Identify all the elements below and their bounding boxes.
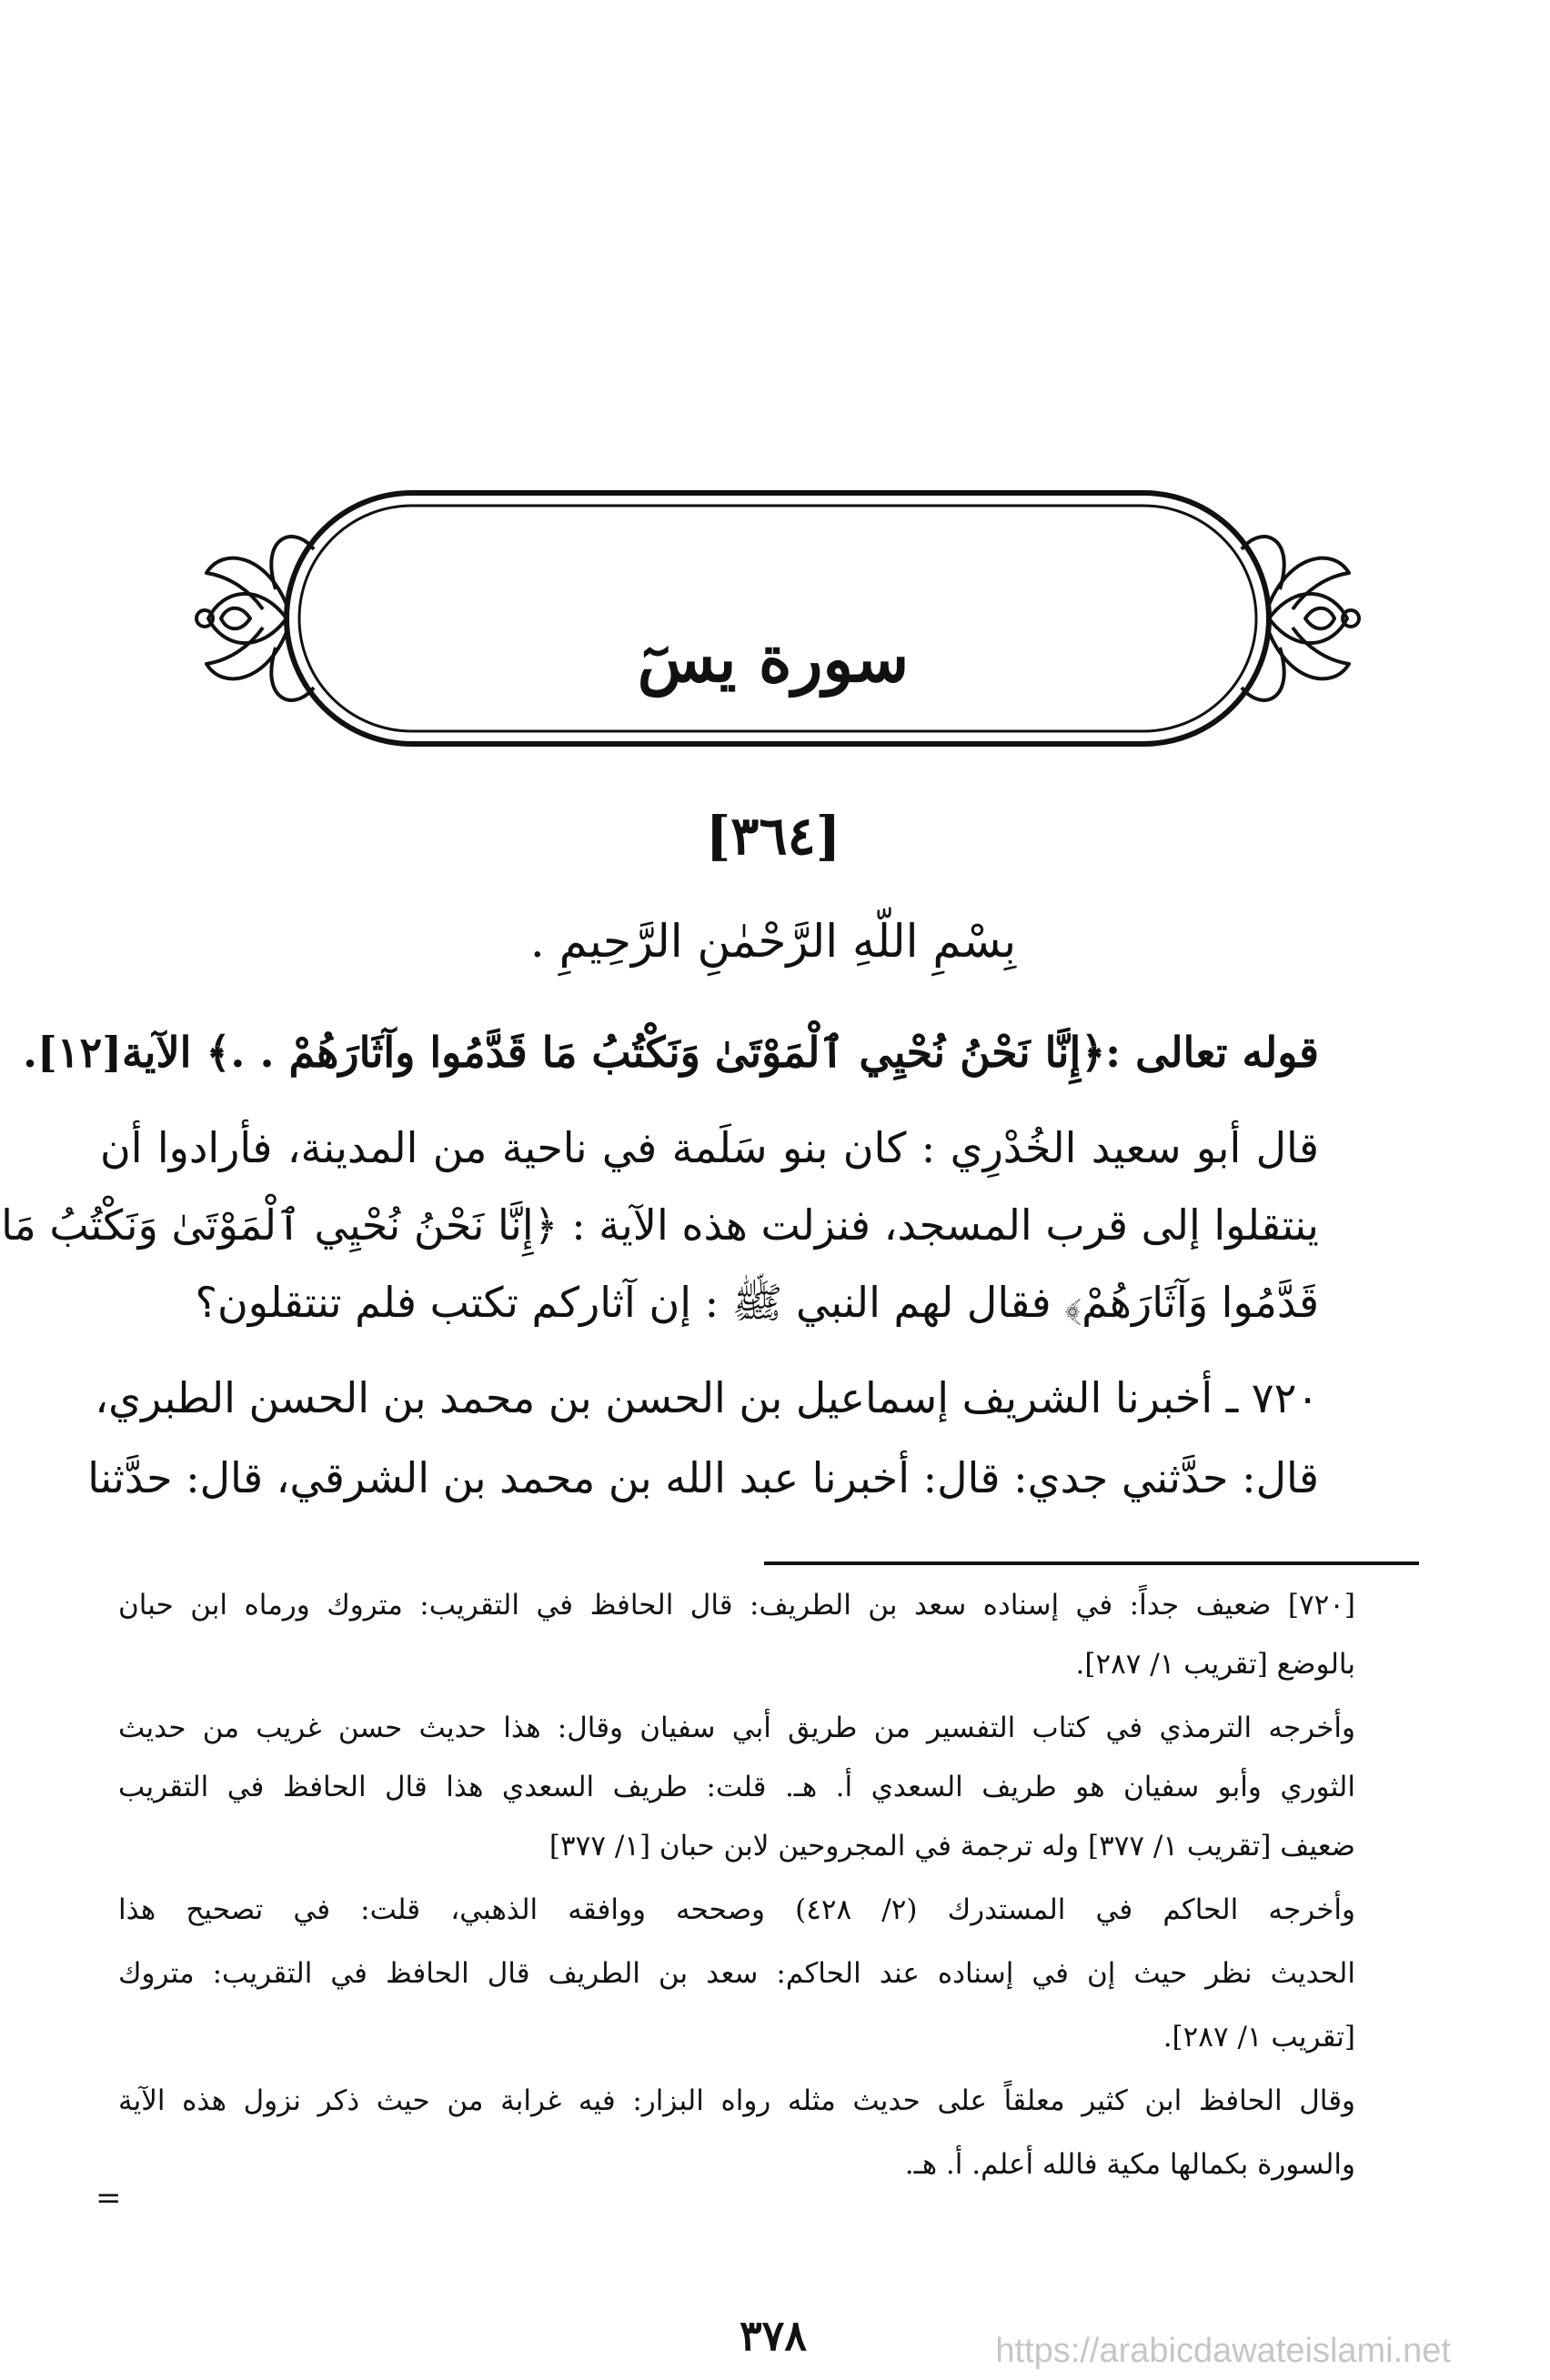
footnote-line: وأخرجه الترمذي في كتاب التفسير من طريق أبي سفيان وقال: هذا حديث حسن غريب من حديث <box>118 1712 1355 1744</box>
footnote-line: الحديث نظر حيث إن في إسناده عند الحاكم: سعد بن الطريف قال الحافظ في التقريب: متروك <box>118 1957 1355 1990</box>
footnote-line: وأخرجه الحاكم في المستدرك (٢/ ٤٢٨) وصححه ووافقه الذهبي، قلت: في تصحيح هذا <box>118 1893 1355 1926</box>
watermark-url: https://arabicdawateislami.net <box>995 2332 1451 2370</box>
narration-line: قَدَّمُوا وَآثَارَهُمْ﴾ فقال لهم النبي ﷺ : إن آثاركم تكتب فلم تنتقلون؟ <box>195 1278 1319 1327</box>
narration-line: ينتقلوا إلى قرب المسجد، فنزلت هذه الآية : ﴿إِنَّا نَحْنُ نُحْيِي ٱلْمَوْتَىٰ وَنَكْتُبُ مَا <box>1 1200 1319 1250</box>
ornamental-frame-icon <box>186 482 1369 755</box>
continuation-mark: = <box>96 2180 122 2216</box>
footnote-line: [تقريب ١/ ٢٨٧]. <box>1162 2021 1355 2054</box>
narration-line: قال أبو سعيد الخُدْرِي : كان بنو سَلَمة في ناحية من المدينة، فأرادوا أن <box>100 1123 1319 1172</box>
footnote-line: وقال الحافظ ابن كثير معلقاً على حديث مثله رواه البزار: فيه غرابة من حيث ذكر نزول هذه الآية <box>118 2084 1355 2117</box>
basmala: بِسْمِ اللّهِ الرَّحْمٰنِ الرَّحِيمِ . <box>529 915 1017 968</box>
isnad-line: قال: حدَّثني جدي: قال: أخبرنا عبد الله بن محمد بن الشرقي، قال: حدَّثنا <box>87 1453 1319 1502</box>
footnote-line: بالوضع [تقريب ١/ ٢٨٧]. <box>1075 1648 1355 1681</box>
page-number: ٣٧٨ <box>739 2311 808 2360</box>
footnote-line: والسورة بكمالها مكية فالله أعلم. أ. هـ. <box>904 2148 1355 2181</box>
isnad-line: ٧٢٠ ـ أخبرنا الشريف إسماعيل بن الحسن بن محمد بن الحسن الطبري، <box>95 1373 1319 1422</box>
hadith-number: [٣٦٤] <box>705 805 841 867</box>
sura-title: سورة يسٓ <box>637 621 910 697</box>
verse-line: قوله تعالى :﴿إِنَّا نَحْنُ نُحْيِي ٱلْمَوْتَىٰ وَنَكْتُبُ مَا قَدَّمُوا وآثَارَهُمْ . .﴾ الآية[١٢]. <box>23 1028 1319 1077</box>
footnote-line: [٧٢٠] ضعيف جداً: في إسناده سعد بن الطريف: قال الحافظ في التقريب: متروك ورماه ابن حبان <box>118 1589 1355 1622</box>
sura-title-frame <box>186 482 1369 755</box>
footnote-line: الثوري وأبو سفيان هو طريف السعدي أ. هـ. قلت: طريف السعدي هذا قال الحافظ في التقريب <box>118 1771 1355 1803</box>
footnote-line: ضعيف [تقريب ١/ ٣٧٧] وله ترجمة في المجروحين لابن حبان [١/ ٣٧٧] <box>549 1830 1355 1863</box>
footnote-divider <box>764 1562 1419 1565</box>
